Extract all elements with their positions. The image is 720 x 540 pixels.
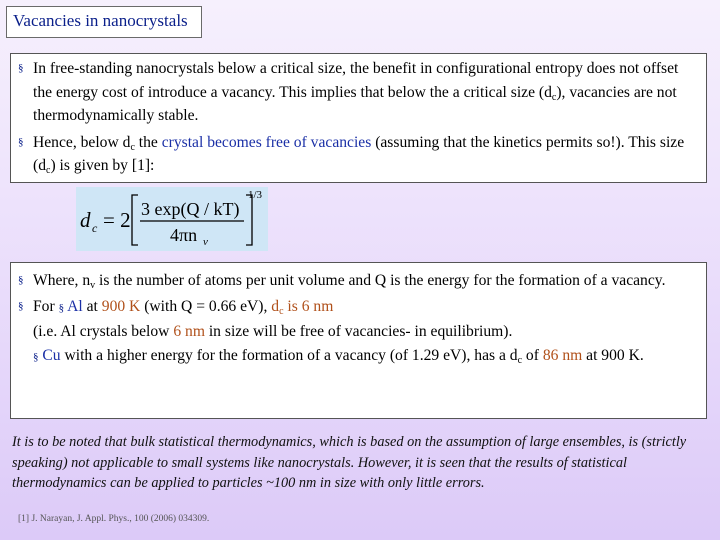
slide-title: Vacancies in nanocrystals <box>6 6 202 38</box>
formula-exponent: 1/3 <box>248 189 263 201</box>
bullet-entropy: § In free-standing nanocrystals below a critical size, the benefit in configurational entropy does not offset the energy cost of introduce a vacancy. This implies that below the a critical size $(d_c)$, vacancies are not thermodynamically stable. <box>17 57 700 128</box>
bullet-critical-size: § Hence, below $d_c$ the crystal becomes free of vacancies (assuming that the kinetics permits so!). This size $(d_c)$ is given by [1]: <box>17 131 700 178</box>
formula-equals-two: = 2 <box>103 208 131 232</box>
element-cu: Cu <box>42 346 61 364</box>
al-critical-size: 6 nm <box>301 297 334 315</box>
formula-lhs-sub: c <box>92 221 98 235</box>
text-box-examples <box>10 262 707 419</box>
bullet-mark: § <box>18 299 24 312</box>
bullet-mark-inline: § <box>33 350 39 363</box>
text-box-critical-size <box>10 53 707 183</box>
formula-lhs: d <box>80 208 91 232</box>
bullet-mark: § <box>18 62 24 74</box>
bullet-copper: § Cu with a higher energy for the formation of a vacancy (of 1.29 eV), has a $d_c$ of 86 nm at 900 K. <box>33 346 644 366</box>
left-bracket <box>132 195 138 245</box>
formula-numerator: 3 exp(Q / kT) <box>141 199 240 219</box>
cu-critical-size: 86 nm <box>542 346 583 364</box>
right-bracket <box>246 195 252 245</box>
highlight-vacancy-free: crystal becomes free of vacancies <box>161 133 372 151</box>
italic-note: It is to be noted that bulk statistical thermodynamics, which is based on the assumption of large ensembles, is (strictly speaking) not applicable to small systems like nanocrystals. However, it is seen that the results of statistical thermodynamics can be applied to particles ~100 nm in size with only little errors. <box>12 434 687 491</box>
element-al: Al <box>67 297 83 315</box>
temperature-value: 900 K <box>101 297 141 315</box>
critical-size-formula <box>76 187 268 251</box>
formula-svg <box>76 187 268 251</box>
bullet-aluminium: § For § Al at 900 K (with Q = 0.66 eV), $d_c$ is 6 nm <box>17 295 700 321</box>
formula-den-sub: v <box>203 236 208 248</box>
formula-denominator: 4πn <box>170 225 198 245</box>
reference-citation: [1] J. Narayan, J. Appl. Phys., 100 (2006) 034309. <box>18 514 210 524</box>
bullet-mark: § <box>18 135 24 148</box>
bullet-mark-inline: § <box>58 301 65 314</box>
bullet-mark: § <box>18 274 24 286</box>
bullet-definitions: § Where, $n_v$ is the number of atoms per unit volume and Q is the energy for the formation of a vacancy. <box>17 269 700 293</box>
aluminium-explanation: (i.e. Al crystals below 6 nm in size will be free of vacancies- in equilibrium). <box>33 323 513 341</box>
